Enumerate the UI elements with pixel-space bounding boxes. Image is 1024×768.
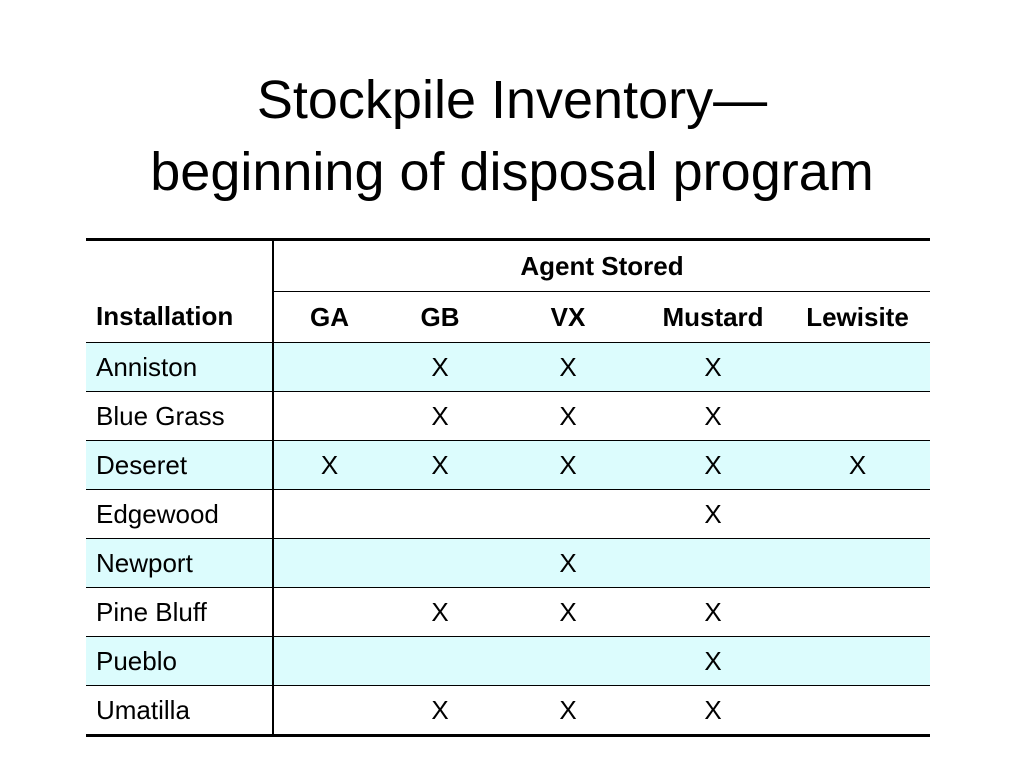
installation-name: Edgewood: [86, 490, 273, 539]
slide-title-line-1: Stockpile Inventory—: [256, 70, 768, 130]
mark-mustard: X: [704, 596, 722, 627]
mark-gb: X: [431, 596, 449, 627]
table-row: [86, 343, 930, 392]
agent-stored-header: Agent Stored: [273, 240, 930, 292]
mark-ga: [273, 588, 385, 637]
installation-name: Pueblo: [86, 637, 273, 686]
installation-name: Blue Grass: [86, 392, 273, 441]
mark-ga: [273, 490, 385, 539]
mark-gb: X: [431, 694, 449, 725]
mark-vx: X: [559, 596, 577, 627]
mark-gb: [385, 539, 495, 588]
installation-name: Anniston: [86, 343, 273, 392]
mark-ga: [273, 343, 385, 392]
mark-gb: [385, 637, 495, 686]
mark-gb: X: [431, 400, 449, 431]
mark-vx: [495, 490, 641, 539]
mark-vx: X: [495, 539, 641, 588]
installation-name: Newport: [86, 539, 273, 588]
table-row: [86, 686, 930, 736]
column-header-lewisite: Lewisite: [806, 301, 909, 332]
table-header-blank-cell: [86, 240, 273, 292]
mark-vx: [495, 637, 641, 686]
mark-mustard: X: [704, 694, 722, 725]
table-row: [86, 539, 930, 588]
mark-mustard: X: [641, 441, 785, 490]
slide-title: [0, 64, 1024, 208]
installation-name: Pine Bluff: [86, 588, 273, 637]
mark-vx: X: [559, 694, 577, 725]
mark-mustard: X: [704, 400, 722, 431]
mark-vx: X: [495, 441, 641, 490]
column-header-vx: VX: [550, 301, 586, 332]
mark-vx: X: [559, 400, 577, 431]
mark-lewisite: [785, 588, 930, 637]
mark-gb: [385, 490, 495, 539]
mark-lewisite: [785, 392, 930, 441]
mark-lewisite: X: [785, 441, 930, 490]
mark-gb: X: [385, 441, 495, 490]
table-row: [86, 490, 930, 539]
installation-name: Umatilla: [86, 686, 273, 736]
mark-mustard: X: [704, 498, 722, 529]
mark-lewisite: [785, 539, 930, 588]
mark-lewisite: [785, 637, 930, 686]
mark-vx: X: [495, 343, 641, 392]
table-row: [86, 637, 930, 686]
column-header-mustard: Mustard: [662, 301, 764, 332]
table-column-header-row: [86, 292, 930, 343]
column-header-ga: GA: [310, 301, 349, 332]
table-row: [86, 588, 930, 637]
table-row: [86, 392, 930, 441]
mark-lewisite: [785, 686, 930, 736]
installation-header: Installation: [86, 292, 273, 343]
mark-lewisite: [785, 343, 930, 392]
mark-ga: [273, 392, 385, 441]
table-row: [86, 441, 930, 490]
mark-ga: X: [273, 441, 385, 490]
mark-ga: [273, 637, 385, 686]
stockpile-inventory-table: [86, 238, 930, 737]
mark-mustard: X: [641, 637, 785, 686]
mark-lewisite: [785, 490, 930, 539]
slide-title-line-2: beginning of disposal program: [150, 142, 874, 202]
mark-gb: X: [385, 343, 495, 392]
mark-mustard: X: [641, 343, 785, 392]
table-group-header-row: [86, 240, 930, 292]
column-header-gb: GB: [420, 301, 460, 332]
stockpile-table-container: [86, 238, 930, 737]
mark-ga: [273, 539, 385, 588]
installation-name: Deseret: [86, 441, 273, 490]
mark-mustard: [641, 539, 785, 588]
mark-ga: [273, 686, 385, 736]
